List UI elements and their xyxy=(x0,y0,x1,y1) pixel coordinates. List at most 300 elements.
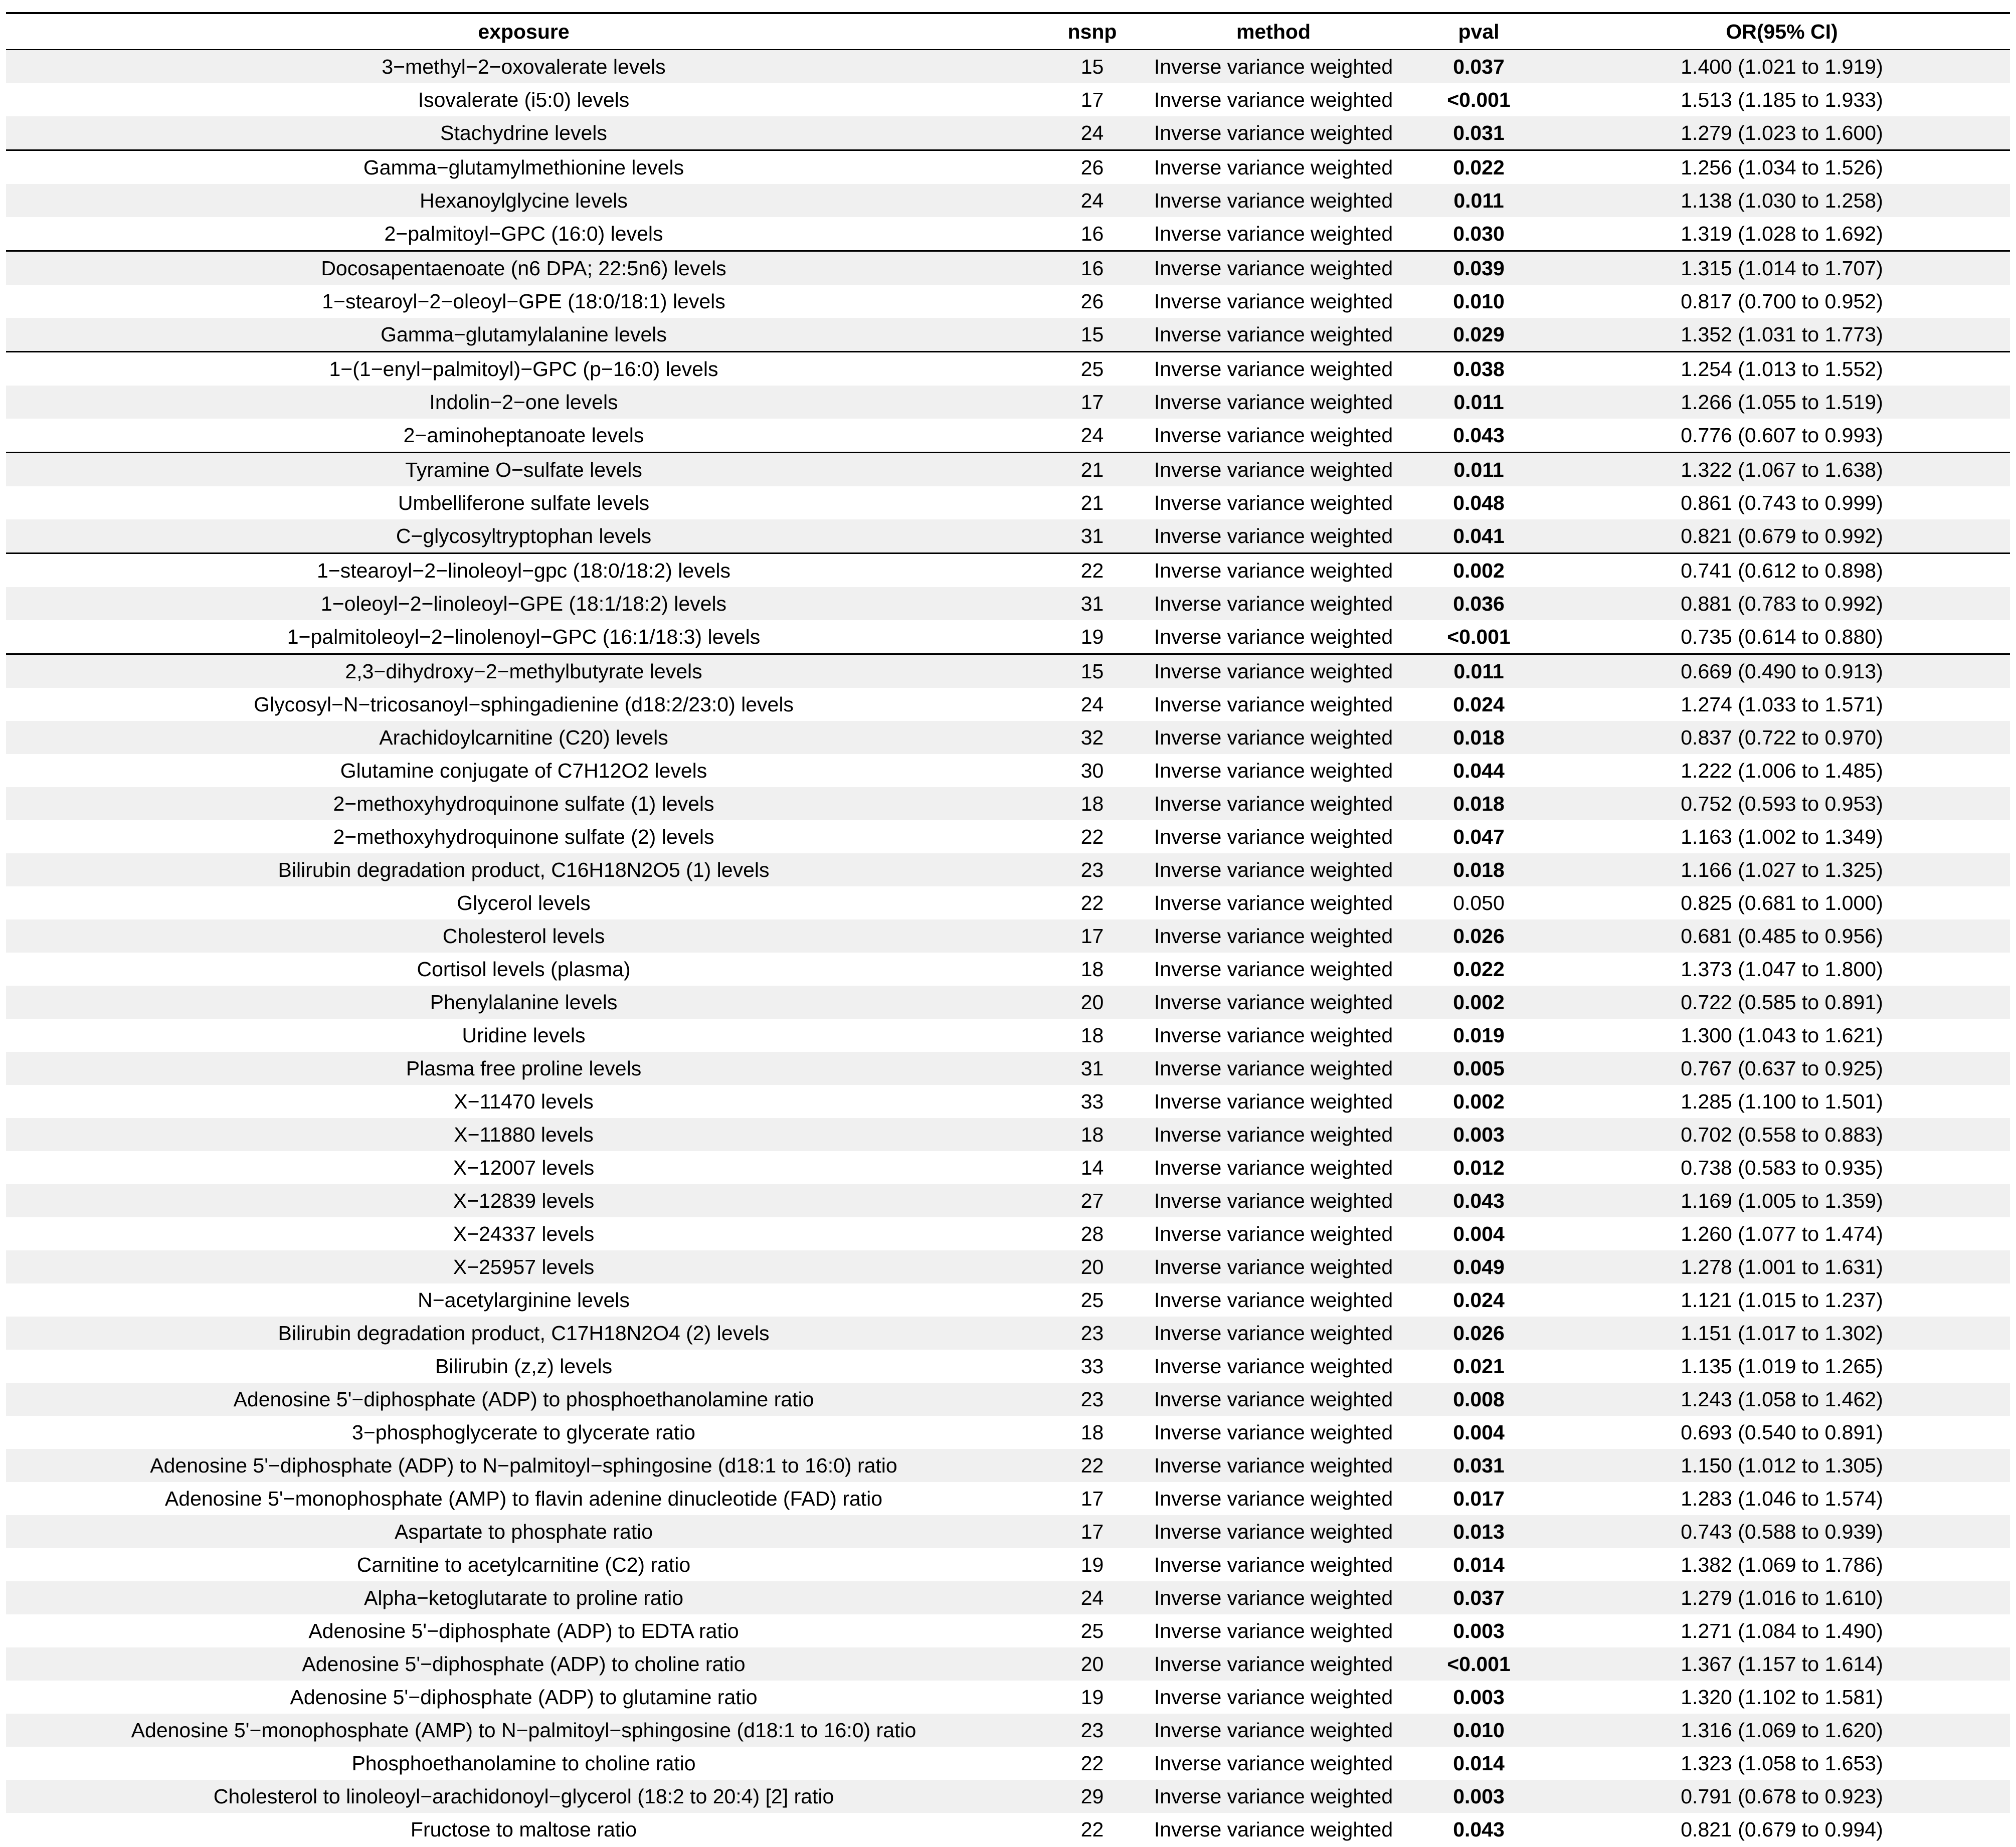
cell-method: Inverse variance weighted xyxy=(1143,1780,1404,1813)
cell-or: 1.323 (1.058 to 1.653) xyxy=(1554,1747,2010,1780)
table-row xyxy=(6,1416,2010,1449)
cell-nsnp: 15 xyxy=(1041,318,1143,352)
cell-pval: 0.048 xyxy=(1404,486,1554,519)
cell-pval: 0.003 xyxy=(1404,1614,1554,1647)
cell-nsnp: 17 xyxy=(1041,1515,1143,1548)
table-row xyxy=(6,519,2010,553)
cell-method: Inverse variance weighted xyxy=(1143,1482,1404,1515)
table-row xyxy=(6,587,2010,620)
table-row xyxy=(6,919,2010,953)
cell-exposure: Uridine levels xyxy=(6,1019,1041,1052)
cell-or: 0.702 (0.558 to 0.883) xyxy=(1554,1118,2010,1151)
cell-nsnp: 23 xyxy=(1041,853,1143,886)
cell-method: Inverse variance weighted xyxy=(1143,1681,1404,1714)
cell-pval: 0.036 xyxy=(1404,587,1554,620)
cell-pval: 0.026 xyxy=(1404,919,1554,953)
cell-or: 0.837 (0.722 to 0.970) xyxy=(1554,721,2010,754)
cell-method: Inverse variance weighted xyxy=(1143,251,1404,285)
cell-nsnp: 24 xyxy=(1041,184,1143,217)
table-body xyxy=(6,50,2010,1846)
table-row xyxy=(6,1813,2010,1846)
table-row xyxy=(6,1548,2010,1581)
cell-exposure: Indolin−2−one levels xyxy=(6,386,1041,419)
cell-nsnp: 24 xyxy=(1041,688,1143,721)
cell-exposure: Docosapentaenoate (n6 DPA; 22:5n6) levels xyxy=(6,251,1041,285)
cell-pval: 0.031 xyxy=(1404,1449,1554,1482)
cell-nsnp: 18 xyxy=(1041,1019,1143,1052)
cell-method: Inverse variance weighted xyxy=(1143,553,1404,588)
cell-or: 0.825 (0.681 to 1.000) xyxy=(1554,886,2010,919)
cell-or: 1.166 (1.027 to 1.325) xyxy=(1554,853,2010,886)
cell-exposure: Plasma free proline levels xyxy=(6,1052,1041,1085)
table-row xyxy=(6,1647,2010,1681)
table-row xyxy=(6,986,2010,1019)
table-row xyxy=(6,486,2010,519)
header-pval: pval xyxy=(1404,13,1554,50)
cell-nsnp: 19 xyxy=(1041,1548,1143,1581)
cell-method: Inverse variance weighted xyxy=(1143,587,1404,620)
cell-nsnp: 31 xyxy=(1041,587,1143,620)
cell-or: 1.373 (1.047 to 1.800) xyxy=(1554,953,2010,986)
cell-pval: 0.024 xyxy=(1404,688,1554,721)
table-row xyxy=(6,386,2010,419)
cell-or: 1.382 (1.069 to 1.786) xyxy=(1554,1548,2010,1581)
cell-or: 1.151 (1.017 to 1.302) xyxy=(1554,1317,2010,1350)
table-row xyxy=(6,285,2010,318)
cell-method: Inverse variance weighted xyxy=(1143,986,1404,1019)
header-or: OR(95% CI) xyxy=(1554,13,2010,50)
cell-exposure: Umbelliferone sulfate levels xyxy=(6,486,1041,519)
cell-pval: 0.022 xyxy=(1404,953,1554,986)
cell-exposure: X−12839 levels xyxy=(6,1184,1041,1217)
cell-nsnp: 14 xyxy=(1041,1151,1143,1184)
cell-exposure: Adenosine 5'−monophosphate (AMP) to flavin adenine dinucleotide (FAD) ratio xyxy=(6,1482,1041,1515)
cell-nsnp: 25 xyxy=(1041,1614,1143,1647)
cell-exposure: 2−palmitoyl−GPC (16:0) levels xyxy=(6,217,1041,251)
cell-or: 1.138 (1.030 to 1.258) xyxy=(1554,184,2010,217)
table-row xyxy=(6,1151,2010,1184)
cell-exposure: Aspartate to phosphate ratio xyxy=(6,1515,1041,1548)
table-row xyxy=(6,83,2010,116)
cell-method: Inverse variance weighted xyxy=(1143,1614,1404,1647)
cell-method: Inverse variance weighted xyxy=(1143,1052,1404,1085)
cell-method: Inverse variance weighted xyxy=(1143,1548,1404,1581)
cell-method: Inverse variance weighted xyxy=(1143,919,1404,953)
cell-or: 0.722 (0.585 to 0.891) xyxy=(1554,986,2010,1019)
cell-method: Inverse variance weighted xyxy=(1143,486,1404,519)
cell-method: Inverse variance weighted xyxy=(1143,1647,1404,1681)
cell-exposure: Bilirubin degradation product, C17H18N2O4 (2) levels xyxy=(6,1317,1041,1350)
cell-nsnp: 29 xyxy=(1041,1780,1143,1813)
cell-nsnp: 22 xyxy=(1041,820,1143,853)
cell-pval: 0.005 xyxy=(1404,1052,1554,1085)
cell-method: Inverse variance weighted xyxy=(1143,1019,1404,1052)
cell-exposure: Adenosine 5'−diphosphate (ADP) to N−palmitoyl−sphingosine (d18:1 to 16:0) ratio xyxy=(6,1449,1041,1482)
cell-method: Inverse variance weighted xyxy=(1143,217,1404,251)
cell-exposure: 1−palmitoleoyl−2−linolenoyl−GPC (16:1/18:3) levels xyxy=(6,620,1041,654)
cell-exposure: 3−methyl−2−oxovalerate levels xyxy=(6,50,1041,83)
cell-exposure: 1−oleoyl−2−linoleoyl−GPE (18:1/18:2) levels xyxy=(6,587,1041,620)
cell-or: 0.881 (0.783 to 0.992) xyxy=(1554,587,2010,620)
table-row xyxy=(6,1184,2010,1217)
cell-exposure: Glutamine conjugate of C7H12O2 levels xyxy=(6,754,1041,787)
cell-or: 1.271 (1.084 to 1.490) xyxy=(1554,1614,2010,1647)
cell-pval: 0.019 xyxy=(1404,1019,1554,1052)
cell-method: Inverse variance weighted xyxy=(1143,116,1404,150)
table-row xyxy=(6,853,2010,886)
cell-or: 0.861 (0.743 to 0.999) xyxy=(1554,486,2010,519)
table-row xyxy=(6,1449,2010,1482)
cell-nsnp: 27 xyxy=(1041,1184,1143,1217)
table-row xyxy=(6,251,2010,285)
cell-exposure: 2,3−dihydroxy−2−methylbutyrate levels xyxy=(6,654,1041,688)
cell-exposure: Adenosine 5'−monophosphate (AMP) to N−palmitoyl−sphingosine (d18:1 to 16:0) ratio xyxy=(6,1714,1041,1747)
cell-pval: <0.001 xyxy=(1404,620,1554,654)
cell-or: 0.741 (0.612 to 0.898) xyxy=(1554,553,2010,588)
cell-nsnp: 22 xyxy=(1041,553,1143,588)
table-row xyxy=(6,318,2010,352)
cell-nsnp: 19 xyxy=(1041,1681,1143,1714)
cell-nsnp: 21 xyxy=(1041,486,1143,519)
cell-method: Inverse variance weighted xyxy=(1143,419,1404,453)
cell-exposure: Adenosine 5'−diphosphate (ADP) to choline ratio xyxy=(6,1647,1041,1681)
cell-pval: 0.002 xyxy=(1404,1085,1554,1118)
cell-pval: 0.002 xyxy=(1404,553,1554,588)
cell-or: 1.121 (1.015 to 1.237) xyxy=(1554,1283,2010,1317)
cell-pval: 0.043 xyxy=(1404,1813,1554,1846)
cell-nsnp: 31 xyxy=(1041,519,1143,553)
cell-pval: 0.037 xyxy=(1404,50,1554,83)
cell-nsnp: 15 xyxy=(1041,50,1143,83)
table-row xyxy=(6,184,2010,217)
cell-or: 1.150 (1.012 to 1.305) xyxy=(1554,1449,2010,1482)
cell-or: 1.278 (1.001 to 1.631) xyxy=(1554,1250,2010,1283)
cell-method: Inverse variance weighted xyxy=(1143,83,1404,116)
cell-pval: 0.024 xyxy=(1404,1283,1554,1317)
cell-nsnp: 26 xyxy=(1041,150,1143,184)
cell-exposure: X−25957 levels xyxy=(6,1250,1041,1283)
cell-or: 1.283 (1.046 to 1.574) xyxy=(1554,1482,2010,1515)
cell-exposure: Cholesterol levels xyxy=(6,919,1041,953)
cell-nsnp: 22 xyxy=(1041,886,1143,919)
cell-exposure: Stachydrine levels xyxy=(6,116,1041,150)
cell-method: Inverse variance weighted xyxy=(1143,184,1404,217)
table-row xyxy=(6,1515,2010,1548)
table-row xyxy=(6,217,2010,251)
table-row xyxy=(6,1085,2010,1118)
table-row xyxy=(6,1019,2010,1052)
table-row xyxy=(6,654,2010,688)
cell-pval: 0.003 xyxy=(1404,1118,1554,1151)
cell-method: Inverse variance weighted xyxy=(1143,1714,1404,1747)
cell-or: 0.767 (0.637 to 0.925) xyxy=(1554,1052,2010,1085)
cell-or: 1.322 (1.067 to 1.638) xyxy=(1554,453,2010,487)
cell-method: Inverse variance weighted xyxy=(1143,150,1404,184)
table-row xyxy=(6,721,2010,754)
cell-exposure: 1−stearoyl−2−oleoyl−GPE (18:0/18:1) levels xyxy=(6,285,1041,318)
cell-nsnp: 22 xyxy=(1041,1747,1143,1780)
cell-or: 1.316 (1.069 to 1.620) xyxy=(1554,1714,2010,1747)
cell-pval: 0.011 xyxy=(1404,386,1554,419)
cell-method: Inverse variance weighted xyxy=(1143,352,1404,386)
table-row xyxy=(6,1350,2010,1383)
cell-exposure: C−glycosyltryptophan levels xyxy=(6,519,1041,553)
cell-pval: 0.012 xyxy=(1404,1151,1554,1184)
cell-method: Inverse variance weighted xyxy=(1143,1383,1404,1416)
cell-nsnp: 18 xyxy=(1041,1118,1143,1151)
cell-method: Inverse variance weighted xyxy=(1143,787,1404,820)
cell-pval: 0.018 xyxy=(1404,787,1554,820)
table-header xyxy=(6,13,2010,50)
cell-nsnp: 31 xyxy=(1041,1052,1143,1085)
cell-method: Inverse variance weighted xyxy=(1143,1350,1404,1383)
cell-nsnp: 19 xyxy=(1041,620,1143,654)
cell-nsnp: 16 xyxy=(1041,251,1143,285)
cell-exposure: N−acetylarginine levels xyxy=(6,1283,1041,1317)
table-row xyxy=(6,620,2010,654)
table-row xyxy=(6,1217,2010,1250)
cell-or: 0.752 (0.593 to 0.953) xyxy=(1554,787,2010,820)
cell-pval: 0.010 xyxy=(1404,1714,1554,1747)
cell-exposure: Adenosine 5'−diphosphate (ADP) to phosphoethanolamine ratio xyxy=(6,1383,1041,1416)
cell-exposure: Gamma−glutamylmethionine levels xyxy=(6,150,1041,184)
cell-pval: <0.001 xyxy=(1404,83,1554,116)
table-row xyxy=(6,1581,2010,1614)
cell-or: 0.693 (0.540 to 0.891) xyxy=(1554,1416,2010,1449)
cell-exposure: Gamma−glutamylalanine levels xyxy=(6,318,1041,352)
cell-exposure: Glycosyl−N−tricosanoyl−sphingadienine (d18:2/23:0) levels xyxy=(6,688,1041,721)
cell-exposure: Bilirubin degradation product, C16H18N2O5 (1) levels xyxy=(6,853,1041,886)
cell-nsnp: 23 xyxy=(1041,1714,1143,1747)
cell-method: Inverse variance weighted xyxy=(1143,1449,1404,1482)
cell-pval: 0.041 xyxy=(1404,519,1554,553)
cell-pval: 0.039 xyxy=(1404,251,1554,285)
cell-or: 1.279 (1.023 to 1.600) xyxy=(1554,116,2010,150)
table-row xyxy=(6,1714,2010,1747)
cell-or: 1.135 (1.019 to 1.265) xyxy=(1554,1350,2010,1383)
cell-or: 1.163 (1.002 to 1.349) xyxy=(1554,820,2010,853)
cell-pval: 0.011 xyxy=(1404,453,1554,487)
cell-method: Inverse variance weighted xyxy=(1143,1217,1404,1250)
cell-or: 1.243 (1.058 to 1.462) xyxy=(1554,1383,2010,1416)
cell-method: Inverse variance weighted xyxy=(1143,688,1404,721)
cell-method: Inverse variance weighted xyxy=(1143,519,1404,553)
cell-method: Inverse variance weighted xyxy=(1143,318,1404,352)
cell-method: Inverse variance weighted xyxy=(1143,1085,1404,1118)
cell-pval: 0.049 xyxy=(1404,1250,1554,1283)
table-row xyxy=(6,1250,2010,1283)
cell-or: 1.256 (1.034 to 1.526) xyxy=(1554,150,2010,184)
cell-pval: 0.031 xyxy=(1404,116,1554,150)
cell-or: 0.791 (0.678 to 0.923) xyxy=(1554,1780,2010,1813)
cell-nsnp: 17 xyxy=(1041,919,1143,953)
cell-nsnp: 28 xyxy=(1041,1217,1143,1250)
cell-pval: 0.037 xyxy=(1404,1581,1554,1614)
cell-nsnp: 33 xyxy=(1041,1350,1143,1383)
table-row xyxy=(6,1317,2010,1350)
table-row xyxy=(6,1118,2010,1151)
header-exposure: exposure xyxy=(6,13,1041,50)
cell-or: 1.367 (1.157 to 1.614) xyxy=(1554,1647,2010,1681)
table-row xyxy=(6,150,2010,184)
table-row xyxy=(6,419,2010,453)
table-row xyxy=(6,886,2010,919)
cell-method: Inverse variance weighted xyxy=(1143,1317,1404,1350)
cell-or: 1.260 (1.077 to 1.474) xyxy=(1554,1217,2010,1250)
cell-nsnp: 22 xyxy=(1041,1813,1143,1846)
cell-method: Inverse variance weighted xyxy=(1143,620,1404,654)
cell-method: Inverse variance weighted xyxy=(1143,1184,1404,1217)
cell-nsnp: 16 xyxy=(1041,217,1143,251)
cell-nsnp: 18 xyxy=(1041,787,1143,820)
cell-exposure: 1−stearoyl−2−linoleoyl−gpc (18:0/18:2) levels xyxy=(6,553,1041,588)
cell-exposure: Alpha−ketoglutarate to proline ratio xyxy=(6,1581,1041,1614)
cell-exposure: X−11880 levels xyxy=(6,1118,1041,1151)
cell-pval: 0.014 xyxy=(1404,1548,1554,1581)
cell-pval: 0.010 xyxy=(1404,285,1554,318)
cell-or: 0.681 (0.485 to 0.956) xyxy=(1554,919,2010,953)
cell-pval: 0.043 xyxy=(1404,1184,1554,1217)
header-row xyxy=(6,13,2010,50)
cell-exposure: 2−methoxyhydroquinone sulfate (2) levels xyxy=(6,820,1041,853)
cell-method: Inverse variance weighted xyxy=(1143,754,1404,787)
table-row xyxy=(6,1681,2010,1714)
cell-pval: 0.017 xyxy=(1404,1482,1554,1515)
cell-nsnp: 24 xyxy=(1041,1581,1143,1614)
cell-method: Inverse variance weighted xyxy=(1143,1515,1404,1548)
table-row xyxy=(6,1780,2010,1813)
cell-nsnp: 33 xyxy=(1041,1085,1143,1118)
cell-method: Inverse variance weighted xyxy=(1143,1283,1404,1317)
cell-nsnp: 17 xyxy=(1041,83,1143,116)
header-method: method xyxy=(1143,13,1404,50)
cell-pval: 0.014 xyxy=(1404,1747,1554,1780)
cell-method: Inverse variance weighted xyxy=(1143,654,1404,688)
cell-pval: 0.021 xyxy=(1404,1350,1554,1383)
cell-pval: 0.018 xyxy=(1404,853,1554,886)
cell-nsnp: 15 xyxy=(1041,654,1143,688)
cell-or: 0.776 (0.607 to 0.993) xyxy=(1554,419,2010,453)
results-table xyxy=(6,12,2010,1846)
cell-nsnp: 21 xyxy=(1041,453,1143,487)
cell-or: 0.735 (0.614 to 0.880) xyxy=(1554,620,2010,654)
cell-exposure: Phenylalanine levels xyxy=(6,986,1041,1019)
table-row xyxy=(6,553,2010,588)
cell-pval: 0.030 xyxy=(1404,217,1554,251)
table-row xyxy=(6,787,2010,820)
cell-or: 0.821 (0.679 to 0.994) xyxy=(1554,1813,2010,1846)
cell-or: 0.817 (0.700 to 0.952) xyxy=(1554,285,2010,318)
table-row xyxy=(6,352,2010,386)
cell-pval: 0.050 xyxy=(1404,886,1554,919)
cell-or: 1.400 (1.021 to 1.919) xyxy=(1554,50,2010,83)
cell-or: 0.821 (0.679 to 0.992) xyxy=(1554,519,2010,553)
table-row xyxy=(6,1614,2010,1647)
cell-pval: 0.011 xyxy=(1404,654,1554,688)
cell-pval: 0.029 xyxy=(1404,318,1554,352)
cell-exposure: 1−(1−enyl−palmitoyl)−GPC (p−16:0) levels xyxy=(6,352,1041,386)
cell-method: Inverse variance weighted xyxy=(1143,1813,1404,1846)
cell-nsnp: 25 xyxy=(1041,1283,1143,1317)
cell-exposure: X−12007 levels xyxy=(6,1151,1041,1184)
cell-nsnp: 24 xyxy=(1041,116,1143,150)
cell-exposure: Tyramine O−sulfate levels xyxy=(6,453,1041,487)
cell-pval: <0.001 xyxy=(1404,1647,1554,1681)
table-row xyxy=(6,953,2010,986)
cell-method: Inverse variance weighted xyxy=(1143,1747,1404,1780)
cell-method: Inverse variance weighted xyxy=(1143,953,1404,986)
cell-nsnp: 17 xyxy=(1041,386,1143,419)
cell-nsnp: 24 xyxy=(1041,419,1143,453)
cell-nsnp: 20 xyxy=(1041,1250,1143,1283)
cell-or: 1.320 (1.102 to 1.581) xyxy=(1554,1681,2010,1714)
cell-method: Inverse variance weighted xyxy=(1143,453,1404,487)
cell-or: 1.352 (1.031 to 1.773) xyxy=(1554,318,2010,352)
cell-or: 1.315 (1.014 to 1.707) xyxy=(1554,251,2010,285)
cell-method: Inverse variance weighted xyxy=(1143,1118,1404,1151)
cell-pval: 0.003 xyxy=(1404,1780,1554,1813)
cell-or: 1.285 (1.100 to 1.501) xyxy=(1554,1085,2010,1118)
cell-nsnp: 22 xyxy=(1041,1449,1143,1482)
cell-method: Inverse variance weighted xyxy=(1143,285,1404,318)
cell-pval: 0.047 xyxy=(1404,820,1554,853)
cell-exposure: Adenosine 5'−diphosphate (ADP) to glutamine ratio xyxy=(6,1681,1041,1714)
cell-method: Inverse variance weighted xyxy=(1143,50,1404,83)
cell-or: 0.743 (0.588 to 0.939) xyxy=(1554,1515,2010,1548)
cell-or: 1.300 (1.043 to 1.621) xyxy=(1554,1019,2010,1052)
table-row xyxy=(6,116,2010,150)
table-row xyxy=(6,453,2010,487)
cell-pval: 0.044 xyxy=(1404,754,1554,787)
cell-or: 1.266 (1.055 to 1.519) xyxy=(1554,386,2010,419)
cell-nsnp: 25 xyxy=(1041,352,1143,386)
cell-pval: 0.018 xyxy=(1404,721,1554,754)
cell-nsnp: 17 xyxy=(1041,1482,1143,1515)
cell-method: Inverse variance weighted xyxy=(1143,820,1404,853)
table-row xyxy=(6,754,2010,787)
cell-or: 1.279 (1.016 to 1.610) xyxy=(1554,1581,2010,1614)
cell-exposure: Adenosine 5'−diphosphate (ADP) to EDTA ratio xyxy=(6,1614,1041,1647)
cell-method: Inverse variance weighted xyxy=(1143,721,1404,754)
cell-or: 1.513 (1.185 to 1.933) xyxy=(1554,83,2010,116)
cell-pval: 0.008 xyxy=(1404,1383,1554,1416)
cell-pval: 0.022 xyxy=(1404,150,1554,184)
cell-nsnp: 20 xyxy=(1041,986,1143,1019)
cell-exposure: Arachidoylcarnitine (C20) levels xyxy=(6,721,1041,754)
cell-or: 0.738 (0.583 to 0.935) xyxy=(1554,1151,2010,1184)
cell-nsnp: 30 xyxy=(1041,754,1143,787)
cell-method: Inverse variance weighted xyxy=(1143,1151,1404,1184)
table-row xyxy=(6,688,2010,721)
cell-nsnp: 23 xyxy=(1041,1383,1143,1416)
table-row xyxy=(6,1747,2010,1780)
cell-exposure: Glycerol levels xyxy=(6,886,1041,919)
cell-exposure: 3−phosphoglycerate to glycerate ratio xyxy=(6,1416,1041,1449)
cell-or: 0.669 (0.490 to 0.913) xyxy=(1554,654,2010,688)
cell-or: 1.222 (1.006 to 1.485) xyxy=(1554,754,2010,787)
table-row xyxy=(6,50,2010,83)
cell-pval: 0.043 xyxy=(1404,419,1554,453)
cell-method: Inverse variance weighted xyxy=(1143,386,1404,419)
table-row xyxy=(6,1482,2010,1515)
cell-pval: 0.026 xyxy=(1404,1317,1554,1350)
cell-method: Inverse variance weighted xyxy=(1143,1250,1404,1283)
cell-exposure: Isovalerate (i5:0) levels xyxy=(6,83,1041,116)
cell-pval: 0.003 xyxy=(1404,1681,1554,1714)
cell-method: Inverse variance weighted xyxy=(1143,853,1404,886)
cell-pval: 0.011 xyxy=(1404,184,1554,217)
cell-exposure: Cholesterol to linoleoyl−arachidonoyl−glycerol (18:2 to 20:4) [2] ratio xyxy=(6,1780,1041,1813)
